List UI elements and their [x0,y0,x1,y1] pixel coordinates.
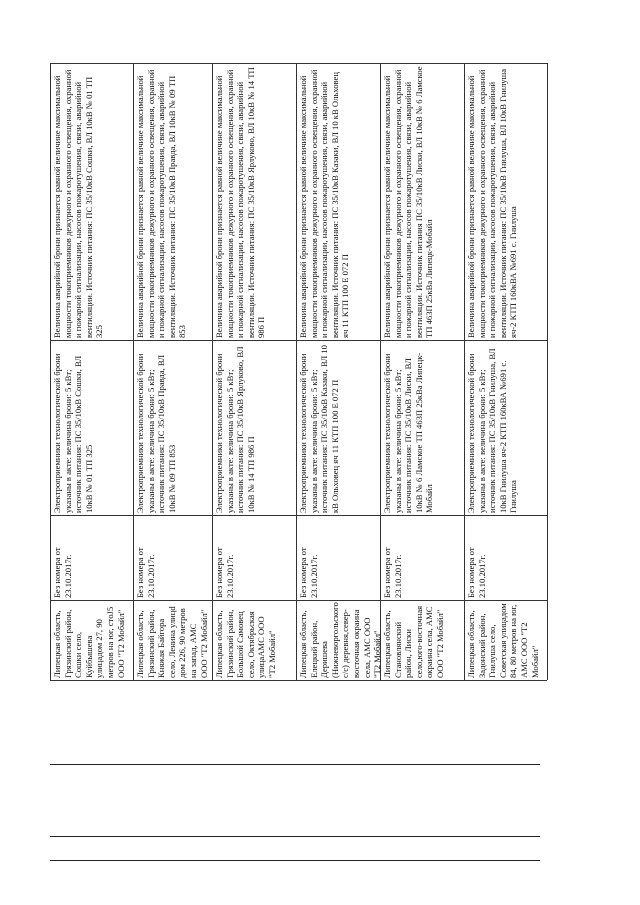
address-cell: Липецкая область, Задонский район, Гнилуша село, Советская улицадом 84, 80 метров на юг, АМС ООО "Т2 Мобайл" [466,603,540,678]
table-row-border [547,63,548,680]
permit-cell: Без номера от 23.10.2017г. [466,547,487,598]
address-cell: Липецкая область, Грязинский район, Большой Самовец село, Октябрьская улицаАМС ООО "Т2 Мобайл" [214,609,277,678]
table-column-border [50,680,547,681]
address-cell: Липецкая область, Становлянский район, Лиски село,юго-восточная окраина села, АМС ООО "Т2 Мобайл" [382,605,445,678]
table-column-border [50,63,547,64]
permit-cell: Без номера от 23.10.2017г. [135,547,156,598]
tech-reserve-cell: Электроприемники технологической брони указаны в акте: величина брони: 5 кВт; источник питания: ПС 35/10кВ Казаки, ВЛ 10 кВ Ольховец яч 11 КТП 100 Е 072 П [298,345,340,513]
page-rule-middle [50,836,540,837]
table-row-border [50,63,51,680]
permit-cell: Без номера от 23.10.2017г. [214,547,235,598]
table-column-border [50,340,547,341]
tech-reserve-cell: Электроприемники технологической брони указаны в акте: величина брони: 5 кВт; источник питания: ПС 35/10кВ Сошки, ВЛ 10кВ № 01 ТП 325 [52,353,94,513]
tech-reserve-cell: Электроприемники технологической брони указаны в акте: величина брони: 5 кВт; источник питания: ПС 35/10кВ Гнилуша, ВЛ 10кВ Гнилуша яч-2 КТП 160кВА №691 с. Гнилуша [466,348,519,513]
table-column-border [50,515,547,516]
tech-reserve-cell: Электроприемники технологической брони указаны в акте: величина брони: 5 кВт; источник питания: ПС 35/10кВ Лиски, ВЛ 10кВ № 6 Ламское ТП 463П 25кВа Липецк-Мобайл [382,352,435,513]
address-cell: Липецкая область, Грязинский район, Сошки село, Куйбышева улицадом 27, 90 метров на юг, стоJ5 ООО "Т2 Мобайл" [52,606,126,678]
table-row-border [296,63,297,680]
page-rule-bottom [50,860,540,861]
table-row-border [212,63,213,680]
address-cell: Липецкая область, Елецкий район, Деришева (Нижневоргольского с/с) деревня,север-восточная окраина села, АМС ООО "Т2 Мобайл" [298,602,383,678]
permit-cell: Без номера от 23.10.2017г. [52,547,73,598]
emergency-reserve-cell: Величина аварийной брони признается равной величине максимальной мощности токоприемников дежурного и охранного освещения, охранной и пожарной сигнализации, насосов пожаротушения, связи, аварийной вентиляции. Источник питания: ПС 35/10кВ Правда, ВЛ 10кВ № 09 ТП 853 [135,69,188,338]
address-cell: Липецкая область, Грязинский район, Княжая Байгора село, Ленина улицd дом 226, 90 метров на запад, АМС ООО "Т2 Мобайл" [135,606,209,678]
emergency-reserve-cell: Величина аварийной брони признается равной величине максимальной мощности токоприемников дежурного и охранного освещения, охранной и пожарной сигнализации, насосов пожаротушения, связи, аварийной вентиляции. Источник питания: ПС 35/10кВ Сошки, ВЛ 10кВ № 01 ТП 325 [52,69,105,338]
emergency-reserve-cell: Величина аварийной брони признается равной величине максимальной мощности токоприемников дежурного и охранного освещения, охранной и пожарной сигнализации, насосов пожаротушения, связи, аварийной вентиляции. Источник питания: ПС 35/10кВ Казаки, ВЛ 10 кВ Ольховец яч 11 КТП 100 Е 072 П [298,69,351,338]
tech-reserve-cell: Электроприемники технологической брони указаны в акте: величина брони: 5 кВт; источник питания: ПС 35/10кВ Правда, ВЛ 10кВ № 09 ТП 853 [135,353,177,513]
emergency-reserve-cell: Величина аварийной брони признается равной величине максимальной мощности токоприемников дежурного и охранного освещения, охранной и пожарной сигнализации, насосов пожаротушения, связи, аварийной вентиляции. Источник питания ПС 35/10кВ Лиски, ВЛ 10кВ № 6 Ламское ТП 463П 25кВа Липецк-Мобайл [382,66,435,338]
table-row-border [133,63,134,680]
table-row-border [464,63,465,680]
permit-cell: Без номера от 23.10.2017г. [382,547,403,598]
emergency-reserve-cell: Величина аварийной брони признается равной величине максимальной мощности токоприемников дежурного и охранного освещения, охранной и пожарной сигнализации, насосов пожаротушения, связи, аварийной вентиляции. Источник питания: ПС 35/10кВ Гнилуша, ВЛ 10кВ Гнилуша яч-2 КТП 160кВА №691 с. Гнилуша [466,68,519,338]
tech-reserve-cell: Электроприемники технологической брони указаны в акте: величина брони: 5 кВт; источник питания: ПС 35/10кВ Ярлуково, ВЛ 10кВ № 14 ТП 986 П [214,346,256,513]
table-column-border [50,600,547,601]
permit-cell: Без номера от 23.10.2017г. [298,547,319,598]
emergency-reserve-cell: Величина аварийной брони признается равной величине максимальной мощности токоприемников дежурного и охранного освещения, охранной и пожарной сигнализации, насосов пожаротушения, связи, аварийной вентиляции. Источник питания: ПС 35/10кВ Ярлуково, ВЛ 10кВ № 14 ТП 986 П [214,67,267,338]
page-rule-top [50,764,540,765]
table-row-border [380,63,381,680]
